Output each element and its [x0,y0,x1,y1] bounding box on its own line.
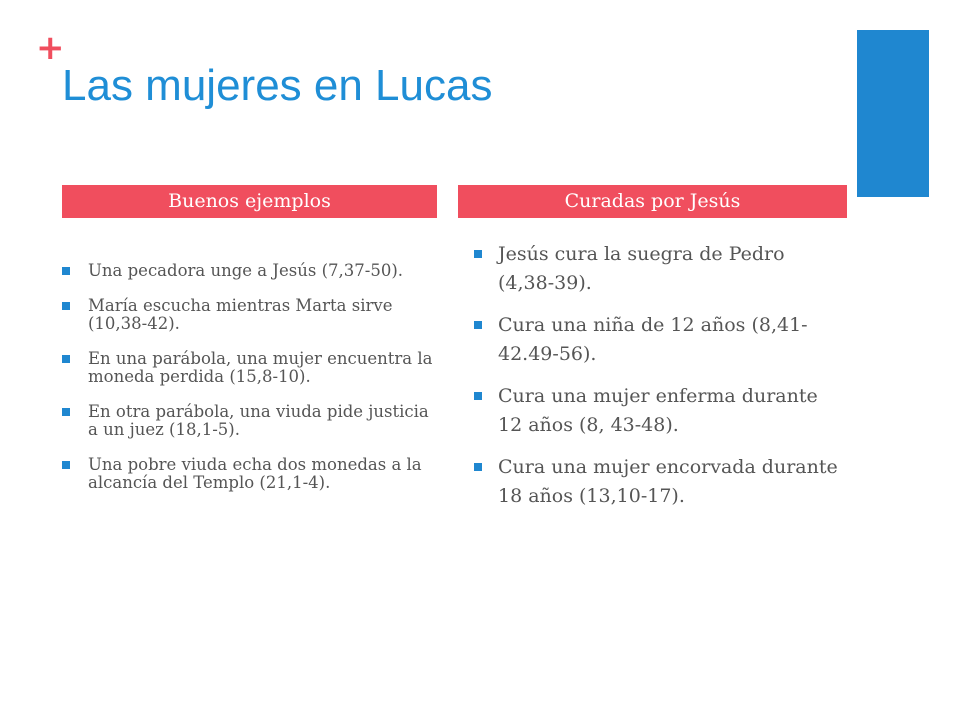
square-bullet-icon [474,321,482,329]
list-item-text: En una parábola, una mujer encuentra la moneda perdida (15,8-10). [88,349,433,386]
list-item [474,453,844,511]
square-bullet-icon [474,463,482,471]
buenos-ejemplos-list [62,262,438,509]
list-item-text: Una pobre viuda echa dos monedas a la alcancía del Templo (21,1-4). [88,455,422,492]
column-header-curadas-por-jesus: Curadas por Jesús [458,185,847,218]
list-item-text: María escucha mientras Marta sirve (10,38-42). [88,296,393,333]
corner-accent-block [857,30,929,197]
plus-mark: + [36,28,65,68]
column-header-buenos-ejemplos: Buenos ejemplos [62,185,437,218]
list-item [62,262,438,280]
list-item [62,403,438,439]
list-item [62,350,438,386]
list-item-text: Cura una mujer enferma durante 12 años (8, 43-48). [498,385,818,436]
list-item-text: En otra parábola, una viuda pide justicia a un juez (18,1-5). [88,402,429,439]
list-item [62,297,438,333]
slide-title: Las mujeres en Lucas [62,61,493,110]
list-item [474,382,844,440]
list-item-text: Una pecadora unge a Jesús (7,37-50). [88,261,404,280]
square-bullet-icon [62,302,70,310]
square-bullet-icon [474,392,482,400]
list-item-text: Cura una niña de 12 años (8,41-42.49-56). [498,314,808,365]
curadas-por-jesus-list [474,240,844,524]
square-bullet-icon [62,355,70,363]
square-bullet-icon [62,408,70,416]
list-item [474,240,844,298]
square-bullet-icon [62,461,70,469]
list-item [474,311,844,369]
list-item-text: Jesús cura la suegra de Pedro (4,38-39). [498,243,785,294]
list-item [62,456,438,492]
square-bullet-icon [62,267,70,275]
square-bullet-icon [474,250,482,258]
list-item-text: Cura una mujer encorvada durante 18 años (13,10-17). [498,456,838,507]
